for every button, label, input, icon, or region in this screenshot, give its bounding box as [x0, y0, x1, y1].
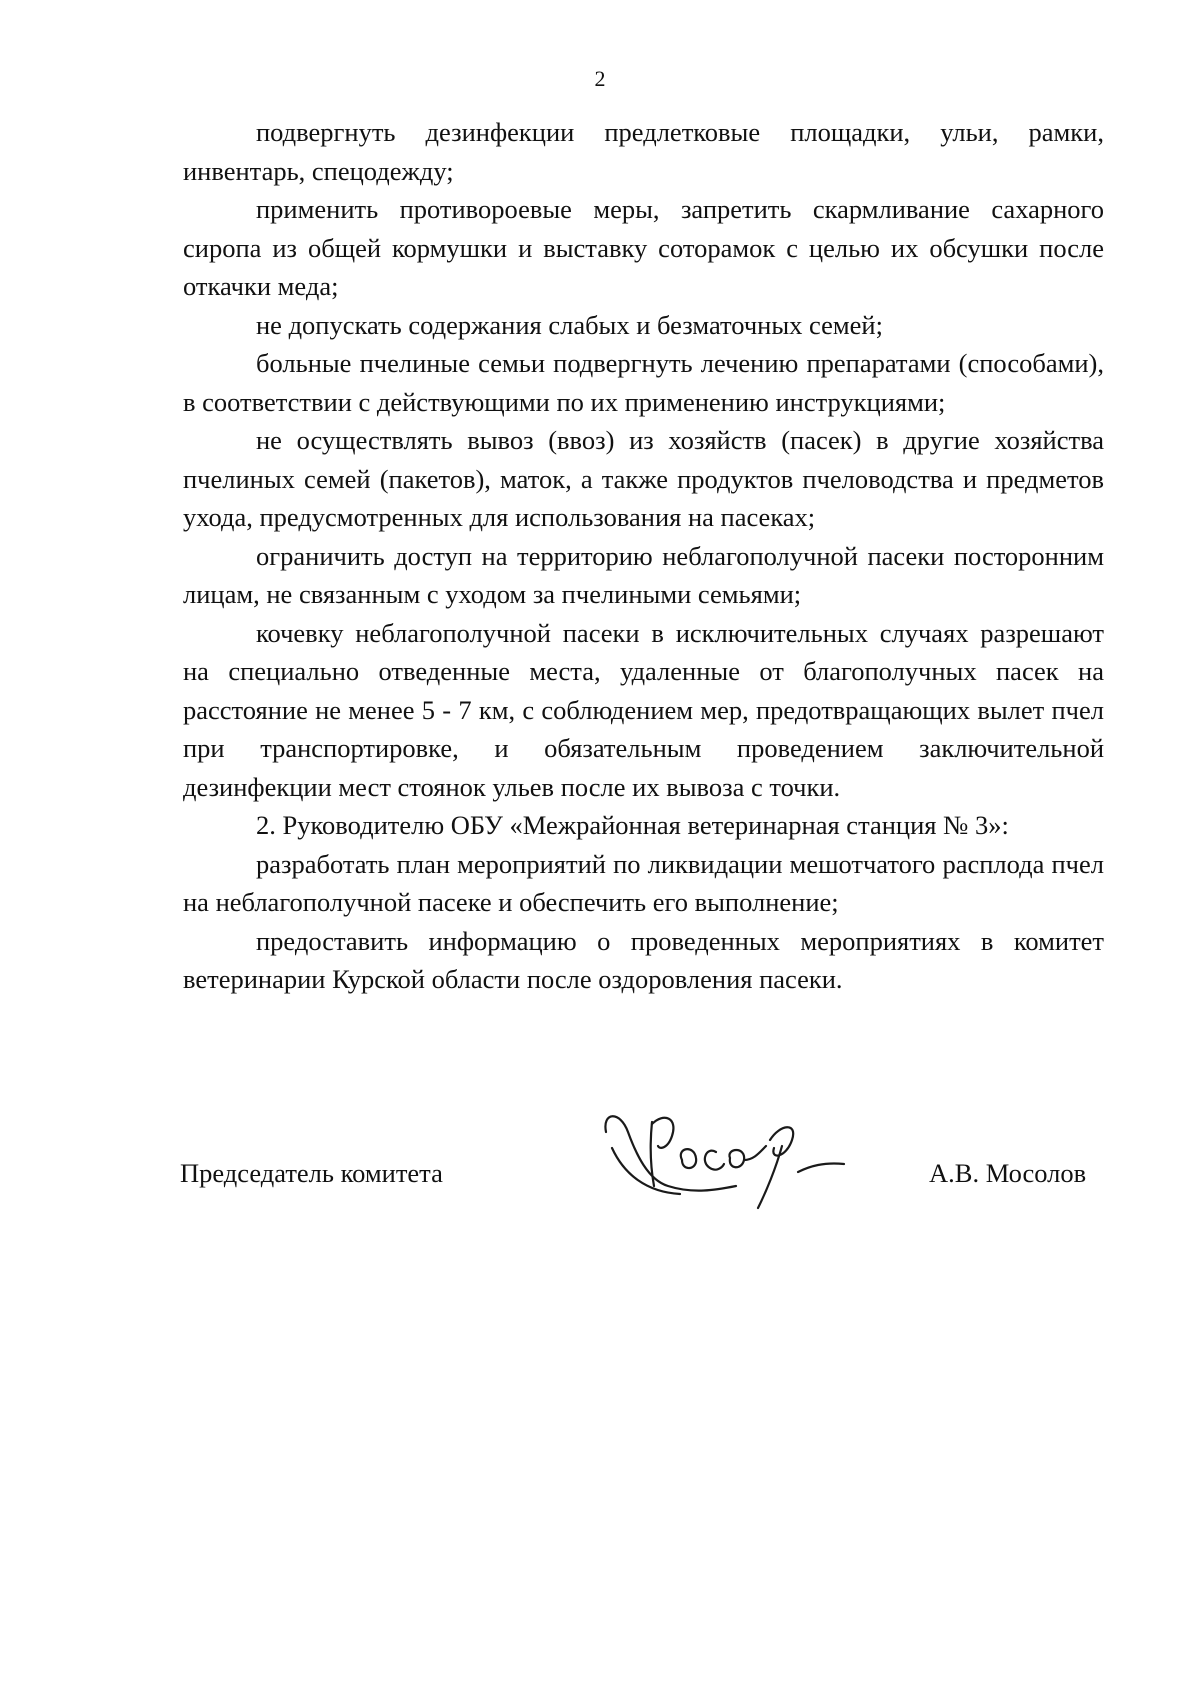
signatory-position: Председатель комитета: [180, 1158, 443, 1188]
paragraph-plan: разработать план мероприятий по ликвидации мешотчатого расплода пчел на неблагополучной пасеке и обеспечить его выполнение;: [183, 848, 1104, 917]
paragraph-instruction-2: 2. Руководителю ОБУ «Межрайонная ветеринарная станция № 3»:: [256, 810, 1009, 840]
handwritten-signature: [598, 1102, 888, 1212]
paragraph-transport-ban: не осуществлять вывоз (ввоз) из хозяйств (пасек) в другие хозяйства пчелиных семей (пакетов), маток, а также продуктов пчеловодства и предметов ухода, предусмотренных для использования на пасеках;: [183, 425, 1104, 532]
paragraph-anti-swarm: применить противороевые меры, запретить скармливание сахарного сиропа из общей кормушки и выставку соторамок с целью их обсушки после откачки меда;: [183, 194, 1104, 301]
signatory-name: А.В. Мосолов: [929, 1158, 1087, 1188]
paragraph-report: предоставить информацию о проведенных мероприятиях в комитет ветеринарии Курской области после оздоровления пасеки.: [183, 925, 1104, 994]
document-body: [183, 113, 1104, 999]
page-number: 2: [594, 66, 606, 91]
signature-block: [0, 1100, 1200, 1220]
paragraph-treatment: больные пчелиные семьи подвергнуть лечению препаратами (способами), в соответствии с действующими по их применению инструкциями;: [183, 348, 1104, 417]
paragraph-access-restriction: ограничить доступ на территорию неблагополучной пасеки посторонним лицам, не связанным с уходом за пчелиными семьями;: [183, 540, 1104, 609]
paragraph-migration: кочевку неблагополучной пасеки в исключительных случаях разрешают на специально отведенные места, удаленные от благополучных пасек на расстояние не менее 5 - 7 км, с соблюдением мер, предотвращающих вылет пчел при транспортировке, и обязательным проведением заключительной дезинфекции мест стоянок ульев после их вывоза с точки.: [183, 617, 1104, 802]
paragraph-disinfection: подвергнуть дезинфекции предлетковые площадки, ульи, рамки, инвентарь, спецодежду;: [183, 117, 1104, 186]
paragraph-weak-colonies: не допускать содержания слабых и безматочных семей;: [256, 309, 883, 340]
